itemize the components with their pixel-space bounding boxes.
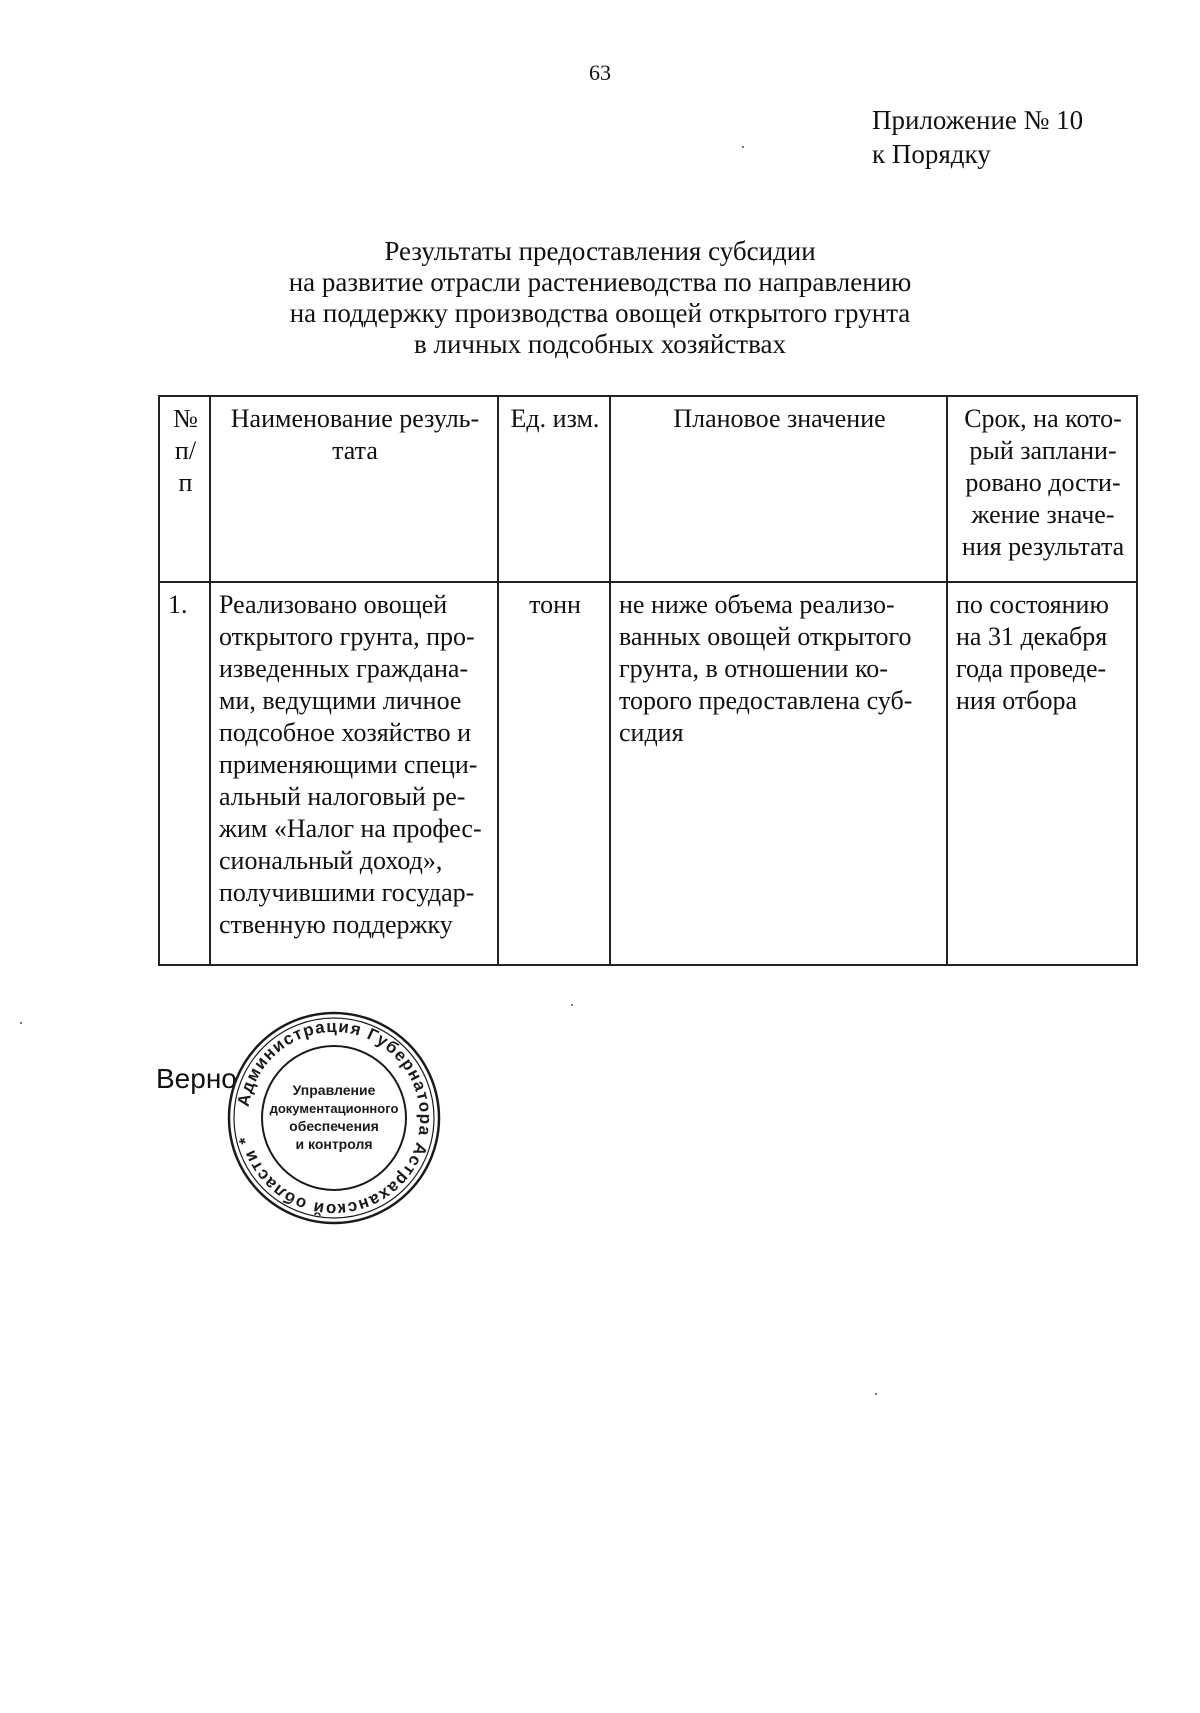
seal-inner-line-4: и контроля [295, 1136, 373, 1152]
cell-number: 1. [159, 582, 210, 965]
appendix-label [872, 103, 1083, 171]
verno-label: Верно [156, 1063, 237, 1094]
header-name: Наименование резуль-тата [210, 396, 498, 582]
seal-inner-line-1: Управление [292, 1082, 376, 1098]
title-line-2: на развитие отрасли растениеводства по направлению [288, 267, 912, 297]
scan-speck [875, 1393, 877, 1395]
header-deadline: Срок, на кото-рый заплани-ровано дости-жение значе-ния результата [947, 396, 1137, 582]
page-number: 63 [589, 60, 611, 85]
scan-speck [571, 1004, 573, 1006]
official-seal [226, 1010, 442, 1226]
scan-speck [20, 1022, 22, 1024]
table-header-row [159, 396, 1137, 582]
results-table [158, 395, 1138, 966]
scan-speck [742, 146, 744, 148]
header-planned-value: Плановое значение [610, 396, 947, 582]
table-row [159, 582, 1137, 965]
title-line-4: в личных подсобных хозяйствах [414, 329, 786, 359]
cell-planned-value: не ниже объема реализо-ванных овощей открытого грунта, в отношении ко-торого предоставлена суб-сидия [610, 582, 947, 965]
seal-inner-line-2: документационного [269, 1101, 399, 1116]
cell-name: Реализовано овощей открытого грунта, про-изведенных граждана-ми, ведущими личное подсобное хозяйство и применяющими специ-альный налоговый ре-жим «Налог на профес-сиональный доход», получившими государ-ственную поддержку [210, 582, 498, 965]
header-number: № п/п [159, 396, 210, 582]
appendix-line-2: к Порядку [872, 139, 991, 169]
seal-outer-text: Администрация Губернатора Астраханской области * [233, 1016, 436, 1220]
appendix-line-1: Приложение № 10 [872, 105, 1084, 135]
header-unit: Ед. изм. [498, 396, 610, 582]
title-line-3: на поддержку производства овощей открытого грунта [289, 298, 911, 328]
cell-unit: тонн [498, 582, 610, 965]
seal-inner-line-3: обеспечения [289, 1118, 379, 1134]
cell-deadline: по состоянию на 31 декабря года проведе-ния отбора [947, 582, 1137, 965]
title-line-1: Результаты предоставления субсидии [384, 236, 816, 266]
document-title [200, 236, 1000, 360]
